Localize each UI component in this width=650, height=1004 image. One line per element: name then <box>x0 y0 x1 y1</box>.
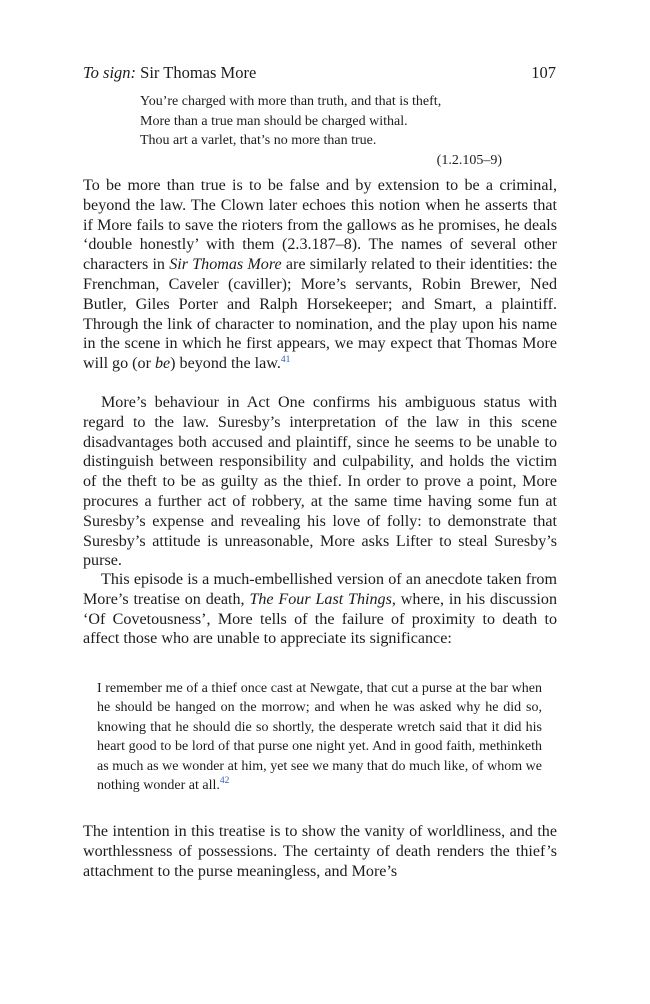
running-head-title <box>83 63 256 83</box>
running-head-italic: To sign: <box>83 63 137 82</box>
footnote-ref-41[interactable]: 41 <box>280 355 291 366</box>
paragraph-1 <box>83 176 557 374</box>
verse-reference: (1.2.105–9) <box>436 152 502 168</box>
page-number: 107 <box>531 63 556 82</box>
treatise-title: The Four Last Things <box>249 590 392 608</box>
paragraph-2-text: More’s behaviour in Act One confirms his ambiguous status with regard to the law. Suresby’s interpretation of the law in this scene disadvantages both accused and plaintiff, since he seems to be unable to distinguish between responsibility and culpability, and holds the victim of the theft to be as guilty as the thief. In order to prove a point, More procures a further act of robbery, at the same time having some fun at Suresby’s expense and revealing his love of folly: to demonstrate that Suresby’s attitude is unreasonable, More asks Lifter to steal Suresby’s purse. <box>83 394 557 570</box>
paragraph-4 <box>83 822 557 881</box>
footnote-ref-42[interactable]: 42 <box>219 776 230 787</box>
block-quotation <box>97 679 542 795</box>
paragraph-1-text-a: To be more than true is to be false and by extension to be a criminal, beyond the law. The Clown later echoes this notion when he asserts that if More fails to save the rioters from the gallows as he promises, he deals ‘double honestly’ with them (2.3.187–8). The names of several other characters in <box>83 177 557 274</box>
paragraph-3 <box>83 570 557 649</box>
paragraph-2 <box>83 393 557 571</box>
verse-line: Thou art a varlet, that’s no more than true. <box>140 133 377 148</box>
paragraph-3-text-a: This episode is a much-embellished version of an anecdote taken from More’s treatise on death, <box>83 571 557 608</box>
verse-line: You’re charged with more than truth, and that is theft, <box>140 94 442 109</box>
block-quotation-text: I remember me of a thief once cast at Newgate, that cut a purse at the bar when he should be hanged on the morrow; and when he was asked why he did so, knowing that he should die so shortly, the desperate wretch said that it did his heart good to be lord of that purse one night yet. And in good faith, methinketh as much as we wonder at him, yet see we many that do much like, of whom we nothing wonder at all. <box>97 681 542 794</box>
verse-quotation <box>140 92 502 170</box>
paragraph-1-text-b: are similarly related to their identities: the Frenchman, Caveler (caviller); More’s servants, Robin Brewer, Ned Butler, Giles Porter and Ralph Horsekeeper; and Smart, a plaintiff. Through the link of character to nomination, and the play upon his name in the scene in which he first appears, we may expect that Thomas More will go (or <box>83 256 557 373</box>
play-title: Sir Thomas More <box>169 256 282 274</box>
paragraph-3-text-b: , where, in his discussion ‘Of Covetousness’, More tells of the failure of proximity to death to affect those who are unable to appreciate its significance: <box>83 590 557 648</box>
running-head-subject: Sir Thomas More <box>136 63 257 82</box>
verse-line: More than a true man should be charged withal. <box>140 113 408 129</box>
paragraph-4-text: The intention in this treatise is to show the vanity of worldliness, and the worthlessness of possessions. The certainty of death renders the thief’s attachment to the purse meaningless, and More’s <box>83 823 557 880</box>
paragraph-1-text-c: ) beyond the law. <box>170 355 281 373</box>
emphasis-be: be <box>154 355 171 373</box>
